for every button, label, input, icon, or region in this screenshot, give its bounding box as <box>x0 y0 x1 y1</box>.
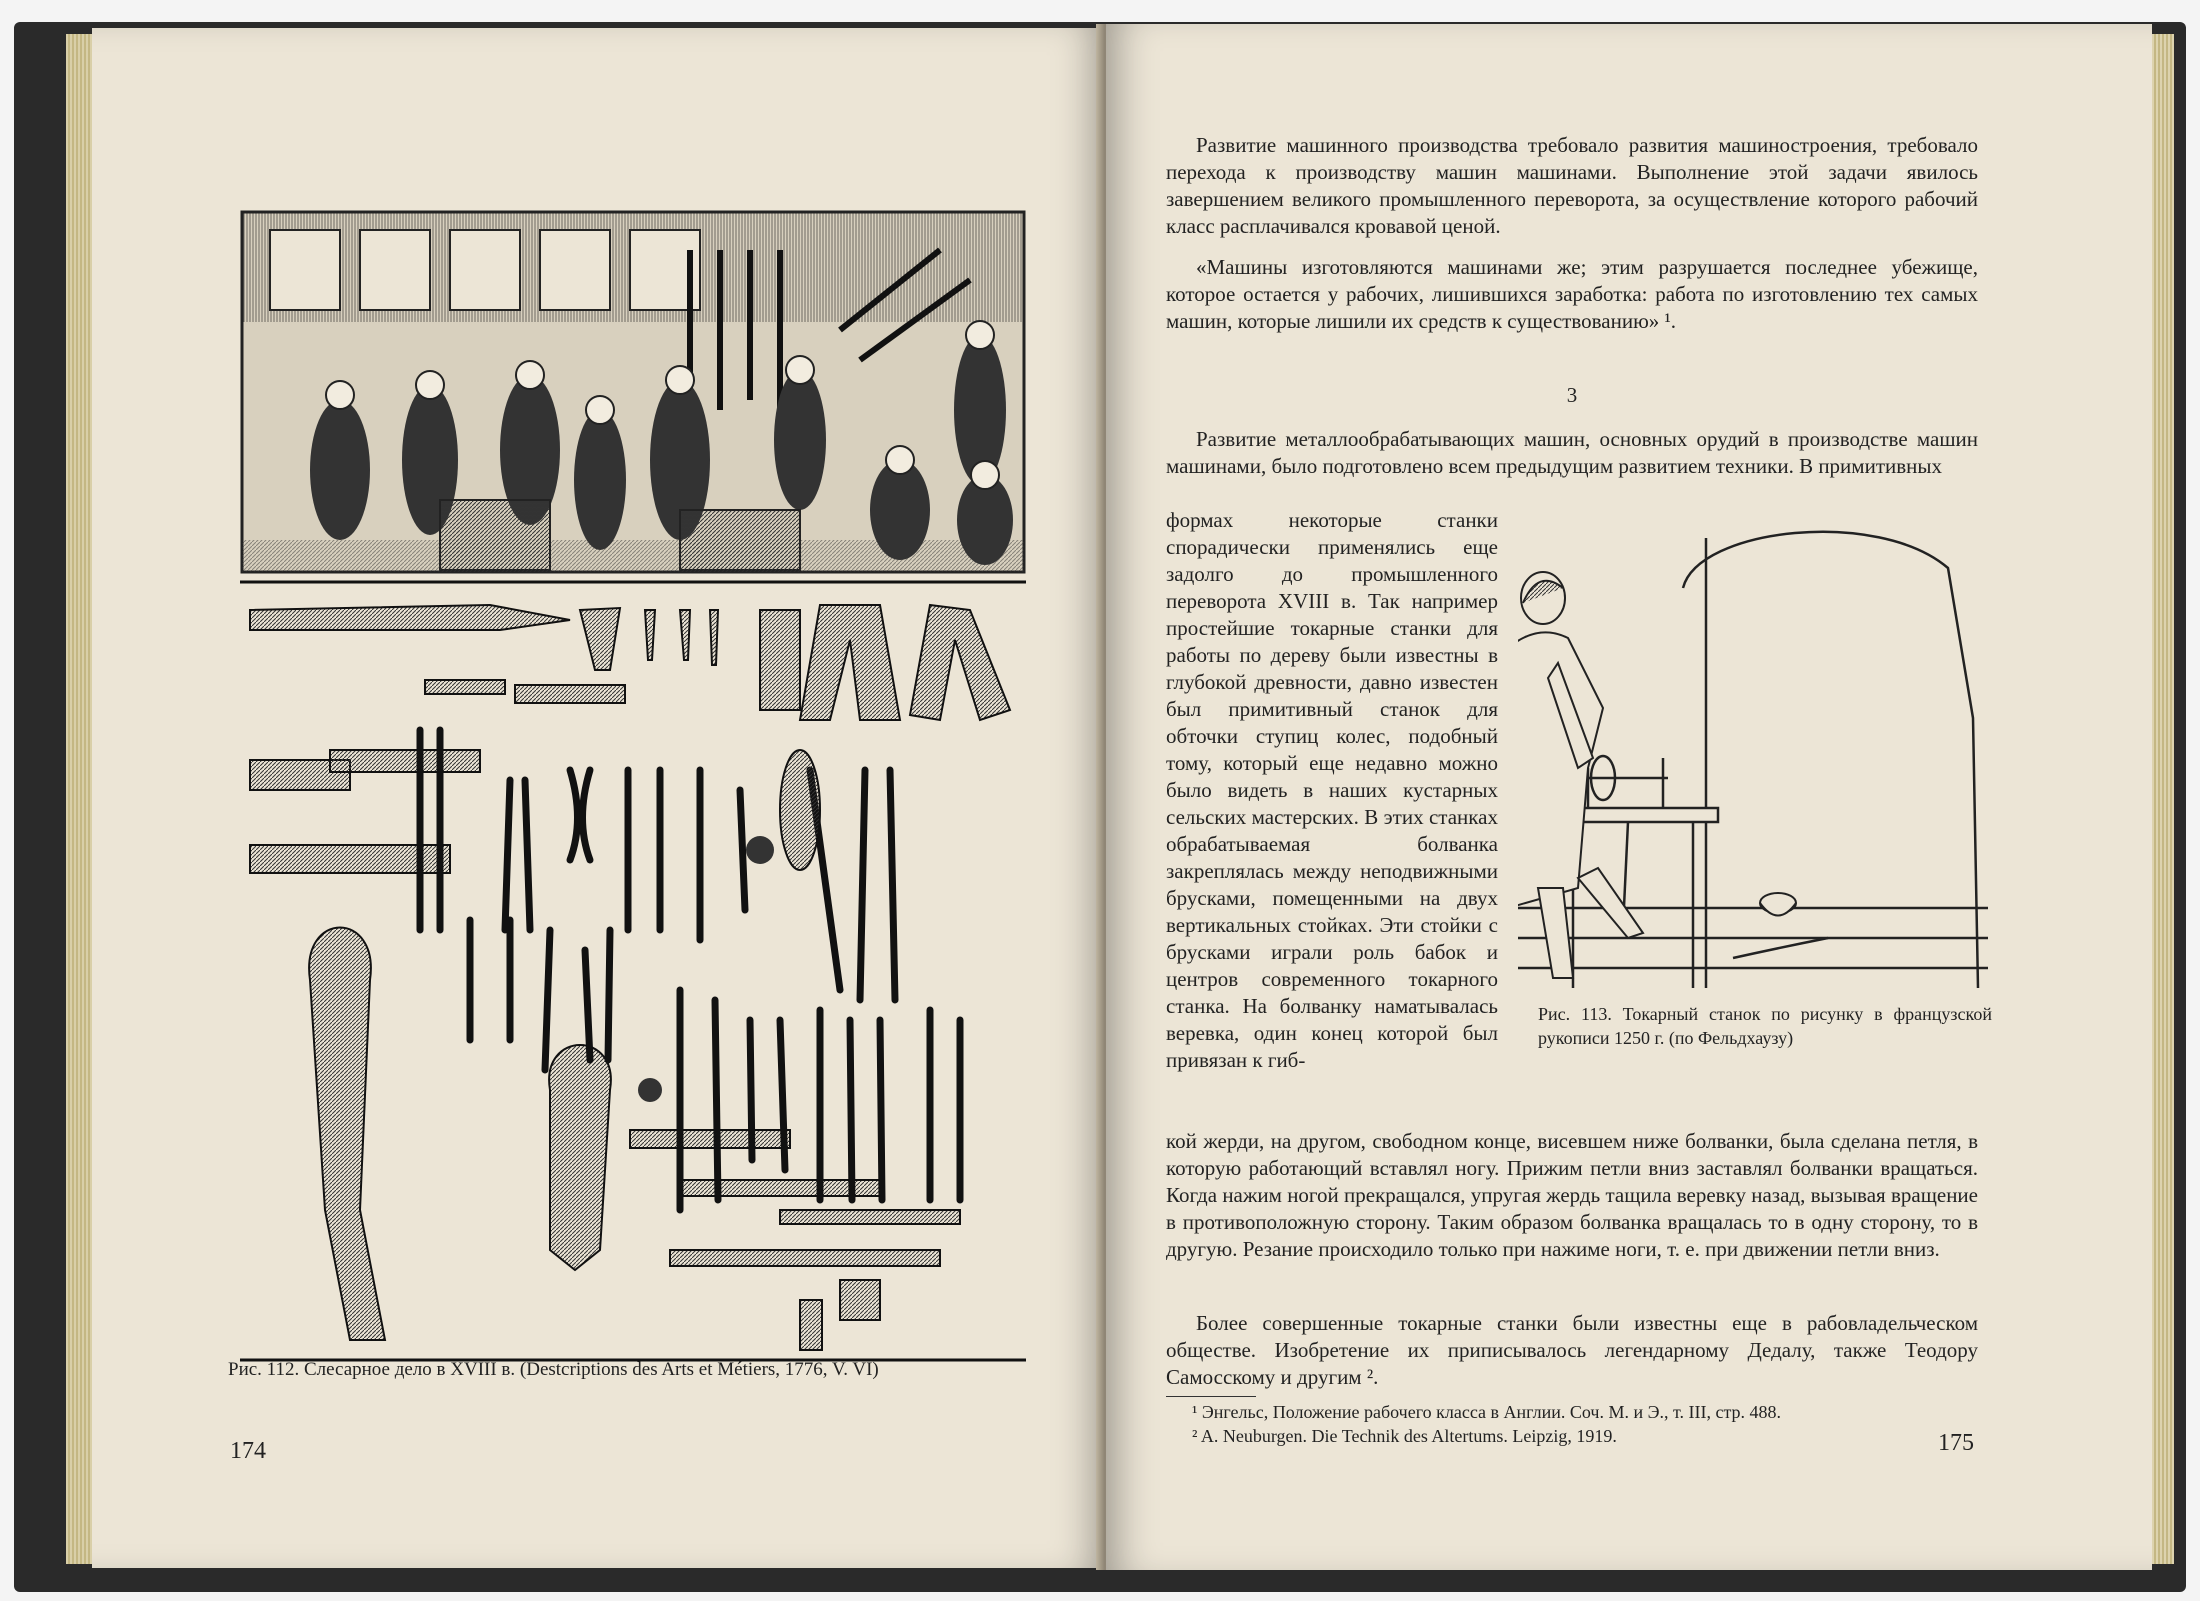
workshop-scene <box>242 212 1024 572</box>
page-number-right: 175 <box>1938 1430 1974 1456</box>
page-edges-left <box>66 34 94 1564</box>
tools-plate <box>250 605 1010 1350</box>
page-edges-right <box>2150 34 2174 1564</box>
paragraph-3-top: Развитие металлообрабатывающих машин, основных орудий в производстве машин машинами, было подготовлено всем предыдущим развитием техники. В примитивных <box>1166 427 1978 478</box>
left-page <box>92 28 1104 1568</box>
footnote-divider <box>1166 1396 1256 1397</box>
paragraph-3-narrow: формах некоторые станки спорадически применялись еще задолго до промышленного переворота XVIII в. Так например простейшие токарные станки для работы по дереву были известны в глубокой древности, давно известен был примитивный станок для обточки ступиц колес, подобный тому, который еще недавно можно было видеть в наших кустарных сельских мастерских. В этих станках обрабатываемая болванка закреплялась между неподвижными брусками, помещенными на двух вертикальных стойках. Эти стойки с брусками играли роль бабок и центров современного токарного станка. На болванку наматывалась веревка, один конец которой был привязан к гиб- <box>1166 508 1498 1072</box>
figure-112-caption: Рис. 112. Слесарное дело в XVIII в. (Destcriptions des Arts et Métiers, 1776, V. VI) <box>228 1359 879 1380</box>
engraving-metalwork-illustration <box>240 210 1026 1370</box>
figure-113-lathe <box>1518 508 1994 998</box>
footnote-2: ² A. Neuburgen. Die Technik des Altertums. Leipzig, 1919. <box>1192 1426 1617 1446</box>
paragraph-3-bottom: кой жерди, на другом, свободном конце, висевшем ниже болванки, была сделана петля, в которую работающий вставлял ногу. Прижим петли вниз заставлял болванки вращаться. Когда нажим ногой прекращался, упругая жердь тащила веревку назад, вызывая вращение в противоположную сторону. Таким образом болванка вращалась то в одну сторону, то в другую. Резание происходило только при нажиме ноги, т. е. при движении петли вниз. <box>1166 1129 1978 1261</box>
figure-113-caption: Рис. 113. Токарный станок по рисунку в французской рукописи 1250 г. (по Фельдхаузу) <box>1538 1004 1992 1048</box>
paragraph-2-quote: «Машины изготовляются машинами же; этим разрушается последнее убежище, которое остается у рабочих, лишившихся заработка: работа по изготовлению тех самых машин, которые лишили их средств к существованию» ¹. <box>1166 255 1978 333</box>
lathe-illustration <box>1518 508 1994 998</box>
footnote-1: ¹ Энгельс, Положение рабочего класса в Англии. Соч. М. и Э., т. III, стр. 488. <box>1192 1402 1782 1422</box>
paragraph-4: Более совершенные токарные станки были известны еще в рабовладельческом обществе. Изобретение их приписывалось легендарному Дедалу, также Теодору Самосскому и другим ². <box>1166 1311 1978 1389</box>
figure-112-workshop <box>240 210 1026 1370</box>
section-number: 3 <box>1566 383 1578 407</box>
paragraph-1: Развитие машинного производства требовало развития машиностроения, требовало перехода к производству машин машинами. Выполнение этой задачи явилось завершением великого промышленного переворота, за осуществление которого рабочий класс расплачивался кровавой ценой. <box>1166 133 1978 238</box>
page-number-left: 174 <box>230 1438 266 1464</box>
right-page <box>1106 24 2152 1570</box>
